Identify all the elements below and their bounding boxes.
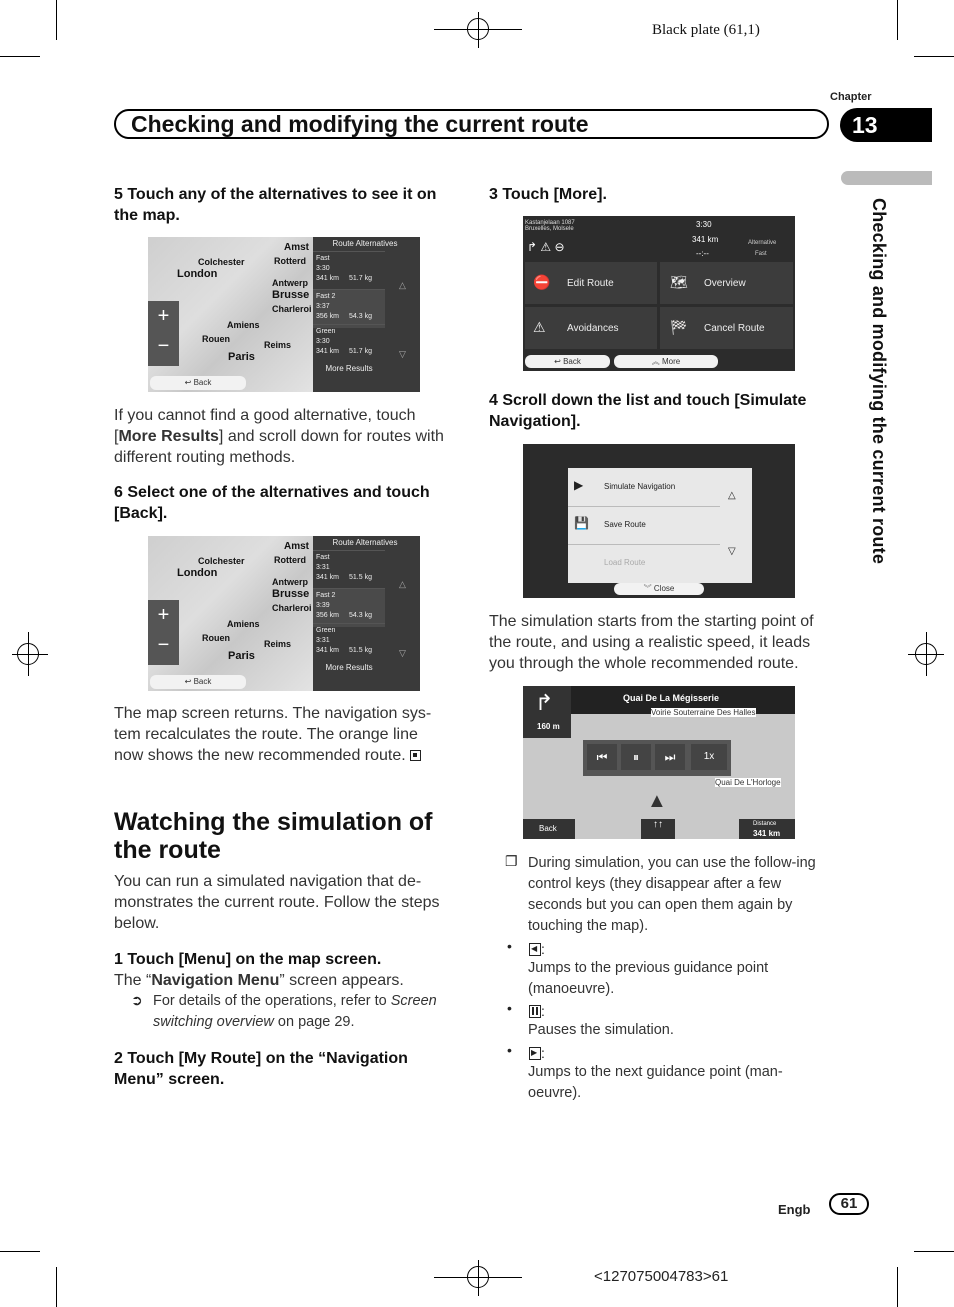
crop-mark [56,1267,57,1307]
crop-mark [914,56,954,57]
back-arrow-icon: ↩ [554,357,564,366]
pause-icon[interactable]: ⏸ [621,744,651,770]
chevron-down-icon: ︾ [643,584,654,593]
back-button[interactable]: ↩ Back [150,675,246,689]
scroll-down-icon[interactable]: ▽ [399,349,406,359]
simulate-navigation-item[interactable]: ▶ Simulate Navigation [568,468,720,507]
more-button[interactable]: ︽ More [614,355,718,368]
crop-mark [0,1251,40,1252]
overview-icon: 🗺 [670,274,688,290]
route-option[interactable]: Fast 2 3:37 356 km 54.3 kg [313,289,385,328]
map-city-label: Reims [264,639,292,649]
chapter-number: 13 [840,108,932,142]
load-route-item[interactable]: Load Route [604,558,646,567]
map-city-label: Brusse [272,588,310,600]
chapter-title: Checking and modifying the current route [131,111,589,137]
bullet: • [507,1042,512,1058]
end-mark-icon [410,750,421,761]
scroll-up-icon[interactable]: △ [399,280,406,290]
step-6: 6 Select one of the alternatives and touch [Back]. [114,484,430,522]
more-results-button[interactable]: More Results [325,364,373,373]
simulation-screenshot [523,686,795,839]
scroll-up-icon[interactable]: △ [728,490,736,501]
map-city-label: Charleroi [272,603,312,613]
zoom-out-icon[interactable]: − [157,335,170,357]
checkbox-bullet-icon: ❐ [505,853,518,869]
bullet-text: Pauses the simulation. [528,1022,674,1038]
speed-button[interactable]: 1x [691,744,727,770]
zoom-out-icon[interactable]: − [157,634,170,656]
edit-route-button[interactable]: ⛔ Edit Route [525,262,657,304]
distance-label: 341 km [692,235,719,244]
map-city-label: London [177,268,218,280]
road-label: Quai De L'Horloge [715,778,781,787]
bullet-text: Jumps to the previous guidance point (manoeuvre). [528,960,769,997]
route-alternatives-screenshot [148,237,420,392]
crop-mark [914,1251,954,1252]
checkered-flag-icon: 🏁 [670,319,688,335]
language-label: Engb [778,1202,811,1217]
scroll-down-icon[interactable]: ▽ [399,648,406,658]
crop-mark [897,0,898,40]
reference-note: For details of the operations, refer to Screen switching overview on page 29. [153,993,437,1030]
paragraph: You can run a simulated navigation that de-monstrates the current route. Follow the steps below. [114,873,440,932]
cancel-route-button[interactable]: 🏁 Cancel Route [660,307,793,349]
edit-route-icon: ⛔ [533,274,551,290]
more-popup [568,468,752,583]
reference-arrow-icon: ➲ [131,992,143,1008]
lane-arrows-icon: ↑↑ [641,819,675,839]
map-city-label: London [177,567,218,579]
map-city-label: Brusse [272,289,310,301]
route-alternatives-panel [313,237,420,392]
zoom-in-icon[interactable]: + [157,604,170,626]
chapter-label: Chapter [830,91,872,103]
map-city-label: Amiens [227,320,260,330]
map-city-label: Colchester [198,257,245,267]
save-icon: 💾 [574,516,589,530]
plate-label: Black plate (61,1) [652,22,760,38]
map-city-label: Amst [284,242,310,253]
map-city-label: Rouen [202,633,230,643]
alternative-label: Alternative [748,240,777,246]
map-city-label: Antwerp [272,278,308,288]
next-icon[interactable]: ⏭ [655,744,685,770]
map-city-label: Charleroi [272,304,312,314]
document-code: <127075004783>61 [594,1268,729,1285]
bullet: • [507,1000,512,1016]
step-3: 3 Touch [More]. [489,186,607,203]
next-key-icon: ▶ : [531,1045,545,1061]
chevron-up-icon: ︽ [651,357,662,366]
map-city-label: Antwerp [272,577,308,587]
side-chapter-title: Checking and modifying the current route [869,198,889,565]
pause-key-icon: : [529,1003,545,1021]
step-5: 5 Touch any of the alternatives to see it on the map. [114,186,437,224]
avoidances-icon: ⚠ [533,319,546,335]
zoom-in-icon[interactable]: + [157,305,170,327]
registration-mark-icon [467,18,489,40]
route-option[interactable]: Green 3:31 341 km 51.5 kg [313,623,385,662]
panel-title: Route Alternatives [332,538,398,547]
turn-right-icon: ↱ [535,690,554,715]
route-option[interactable]: Fast 2 3:39 356 km 54.3 kg [313,588,385,627]
back-button[interactable]: ↩ Back [525,355,610,368]
street-name: Quai De La Mégisserie [623,693,720,703]
address-label: Kastanjelaan 1087 Bruxelles, Molsele [525,220,575,232]
route-alternatives-screenshot [148,536,420,691]
eta-label: --:-- [696,249,709,258]
avoidances-button[interactable]: ⚠ Avoidances [525,307,657,349]
map-city-label: Rouen [202,334,230,344]
crop-mark [897,1267,898,1307]
distance-box: Distance 341 km [739,819,795,839]
my-route-screenshot [523,216,795,371]
step-1: 1 Touch [Menu] on the map screen. [114,951,382,968]
route-option[interactable]: Fast 3:30 341 km 51.7 kg [313,251,385,290]
more-menu-screenshot [523,444,795,598]
back-arrow-icon: ↩ [184,677,194,686]
previous-icon[interactable]: ⏮ [587,744,617,770]
paragraph: The map screen returns. The navigation sys-tem recalculates the route. The orange line now shows the new recommended route. [114,705,432,764]
bullet: • [507,938,512,954]
play-icon: ▶ [574,478,584,492]
registration-mark-icon [17,643,39,665]
map-city-label: Rotterd [274,256,306,266]
panel-title: Route Alternatives [332,239,398,248]
page-number: 61 [829,1193,869,1215]
back-button[interactable]: ↩ Back [150,376,246,390]
registration-mark-icon [467,1266,489,1288]
map-city-label: Amst [284,541,310,552]
vehicle-arrow-icon: ▲ [647,790,667,812]
route-option[interactable]: Green 3:30 341 km 51.7 kg [313,324,385,363]
map [148,536,313,691]
close-button[interactable]: ︾ Close [614,583,704,595]
paragraph: The simulation starts from the starting point of the route, and using a realistic speed, it leads you through the whole recommended route. [489,613,814,672]
turn-indicator: ↱ 160 m [523,686,571,738]
bullet-text: Jumps to the next guidance point (man-oeuvre). [528,1064,783,1101]
fast-label: Fast [755,251,767,257]
step-4: 4 Scroll down the list and touch [Simulate Navigation]. [489,392,807,430]
time-label: 3:30 [696,220,712,229]
map-city-label: Paris [228,650,255,662]
scroll-down-icon[interactable]: ▽ [728,546,736,557]
crop-mark [0,56,40,57]
map-city-label: Amiens [227,619,260,629]
simulation-controls [583,740,731,776]
map-city-label: Reims [264,340,292,350]
more-results-button[interactable]: More Results [325,663,373,672]
overview-button[interactable]: 🗺 Overview [660,262,793,304]
map-city-label: Paris [228,351,255,363]
route-alternatives-panel [313,536,420,691]
note: During simulation, you can use the follow-ing control keys (they disappear after a few seconds but you can open them again by touching the map). [528,855,816,934]
registration-mark-icon [915,643,937,665]
map-city-label: Rotterd [274,555,306,565]
section-heading: Watching the simulation of the route [114,808,433,864]
crop-mark [56,0,57,40]
route-option[interactable]: Fast 3:31 341 km 51.5 kg [313,550,385,589]
save-route-item[interactable]: 💾 Save Route [568,506,720,545]
map [148,237,313,392]
route-icons: ↱ ⚠ ⊖ [527,240,565,254]
side-tab [841,171,932,185]
paragraph: If you cannot find a good alternative, touch [More Results] and scroll down for routes with different routing methods. [114,407,444,466]
step-2: 2 Touch [My Route] on the “Navigation Menu” screen. [114,1050,408,1088]
back-button[interactable]: Back [523,819,575,839]
previous-key-icon: ◀ : [531,941,545,957]
road-label: Voirie Souterraine Des Halles [651,708,756,717]
step-1-result: The “Navigation Menu” screen appears. [114,972,404,989]
scroll-up-icon[interactable]: △ [399,579,406,589]
map-city-label: Colchester [198,556,245,566]
back-arrow-icon: ↩ [184,378,194,387]
